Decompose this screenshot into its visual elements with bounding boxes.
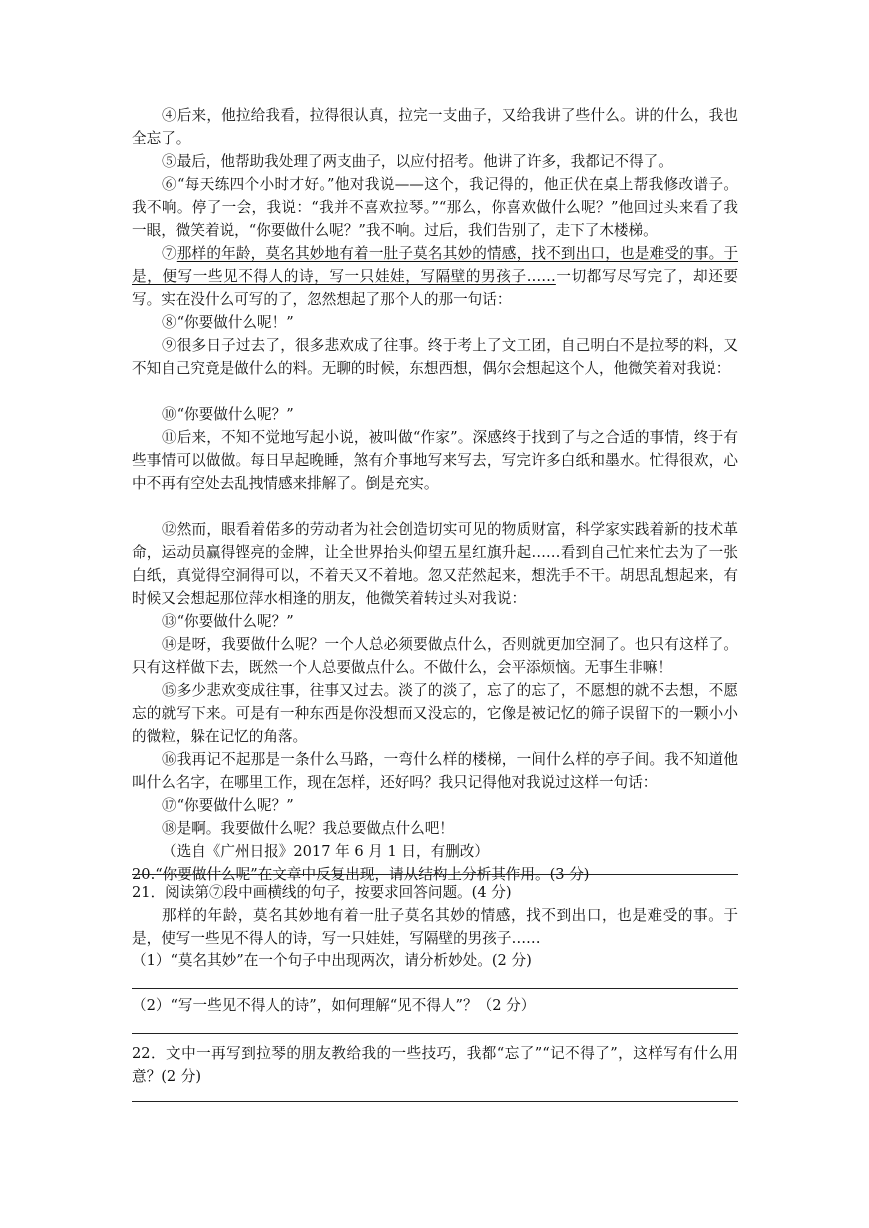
paragraph-17: ⑰“你要做什么呢？” [162,797,294,814]
paragraph-6: ⑥“每天练四个小时才好。”他对我说——这个，我记得的，他正伏在桌上帮我修改谱子。我不响。停了一会，我说：“我并不喜欢拉琴。”“那么，你喜欢做什么呢？”他回过头来看了我一眼，微笑着说，“你要做什么呢？”我不响。过后，我们告别了，走下了木楼梯。 [132,176,738,239]
answer-line-20[interactable] [132,874,738,875]
paragraph-9: ⑨很多日子过去了，很多悲欢成了往事。终于考上了文工团，自己明白不是拉琴的料，又不知自己究竟是做什么的料。无聊的时候，东想西想，偶尔会想起这个人，他微笑着对我说： [132,337,738,377]
paragraph-14: ⑭是呀，我要做什么呢？一个人总必须要做点什么，否则就更加空洞了。也只有这样了。只有这样做下去，既然一个人总要做点什么。不做什么，会平添烦恼。无事生非嘛！ [132,636,738,676]
paragraph-18: ⑱是啊。我要做什么呢？我总要做点什么吧！ [162,820,454,837]
question-21-1: （1）“莫名其妙”在一个句子中出现两次，请分析妙处。(2 分) [132,952,532,969]
paragraph-15: ⑮多少悲欢变成往事，往事又过去。淡了的淡了，忘了的忘了，不愿想的就不去想，不愿忘的就写下来。可是有一种东西是你没想而又没忘的，它像是被记忆的筛子误留下的一颗小小的微粒，躲在记忆的角落。 [132,682,738,745]
answer-line-21-1[interactable] [132,988,738,989]
answer-line-22[interactable] [132,1101,738,1102]
paragraph-11: ⑪后来，不知不觉地写起小说，被叫做“作家”。深感终于找到了与之合适的事情，终于有些事情可以做做。每日早起晚睡，煞有介事地写来写去，写完许多白纸和墨水。忙得很欢，心中不再有空处去乱拽情感来排解了。倒是充实。 [132,429,738,492]
paragraph-12: ⑫然而，眼看着偌多的劳动者为社会创造切实可见的物质财富，科学家实践着新的技术革命，运动员赢得铿亮的金牌，让全世界抬头仰望五星红旗升起……看到自己忙来忙去为了一张白纸，真觉得空洞得可以，不着天又不着地。忽又茫然起来，想洗手不干。胡思乱想起来，有时候又会想起那位萍水相逢的朋友，他微笑着转过头对我说： [132,521,738,607]
paragraph-13: ⑬“你要做什么呢？” [162,613,294,630]
underlined-sentence: 那样的年龄，莫名其妙地有着一肚子莫名其妙的情感，找不到出口，也是难受的事。于是，便写一些见不得人的诗，写一只娃娃，写隔壁的男孩子…… [132,245,738,285]
paragraph-5: ⑤最后，他帮助我处理了两支曲子，以应付招考。他讲了许多，我都记不得了。 [162,153,673,170]
source-citation: （选自《广州日报》2017 年 6 月 1 日，有删改） [162,843,489,860]
paragraph-8: ⑧“你要做什么呢！” [162,314,294,331]
paragraph-10: ⑩“你要做什么呢？” [162,406,294,423]
paragraph-7-number: ⑦ [162,245,177,262]
question-21-quote: 那样的年龄，莫名其妙地有着一肚子莫名其妙的情感，找不到出口，也是难受的事。于是，使写一些见不得人的诗，写一只娃娃，写隔壁的男孩子…… [132,907,738,947]
question-22: 22．文中一再写到拉琴的朋友教给我的一些技巧，我都“忘了”“记不得了”，这样写有什么用意？(2 分) [132,1045,738,1085]
question-21: 21．阅读第⑦段中画横线的句子，按要求回答问题。(4 分) [132,884,512,901]
paragraph-7 [132,242,738,311]
question-20: 20.“你要做什么呢”在文章中反复出现，请从结构上分析其作用。(3 分) [132,866,590,883]
paragraph-16: ⑯我再记不起那是一条什么马路，一弯什么样的楼梯，一间什么样的亭子间。我不知道他叫什么名字，在哪里工作，现在怎样，还好吗？我只记得他对我说过这样一句话： [132,751,738,791]
answer-line-21-2[interactable] [132,1033,738,1034]
paragraph-7-rest: 一切都写尽写完了，却还要写。实在没什么可写的了，忽然想起了那个人的那一句话： [132,268,738,308]
paragraph-4: ④后来，他拉给我看，拉得很认真，拉完一支曲子，又给我讲了些什么。讲的什么，我也全忘了。 [132,107,738,147]
question-21-2: （2）“写一些见不得人的诗”，如何理解“见不得人”？（2 分） [132,997,536,1014]
